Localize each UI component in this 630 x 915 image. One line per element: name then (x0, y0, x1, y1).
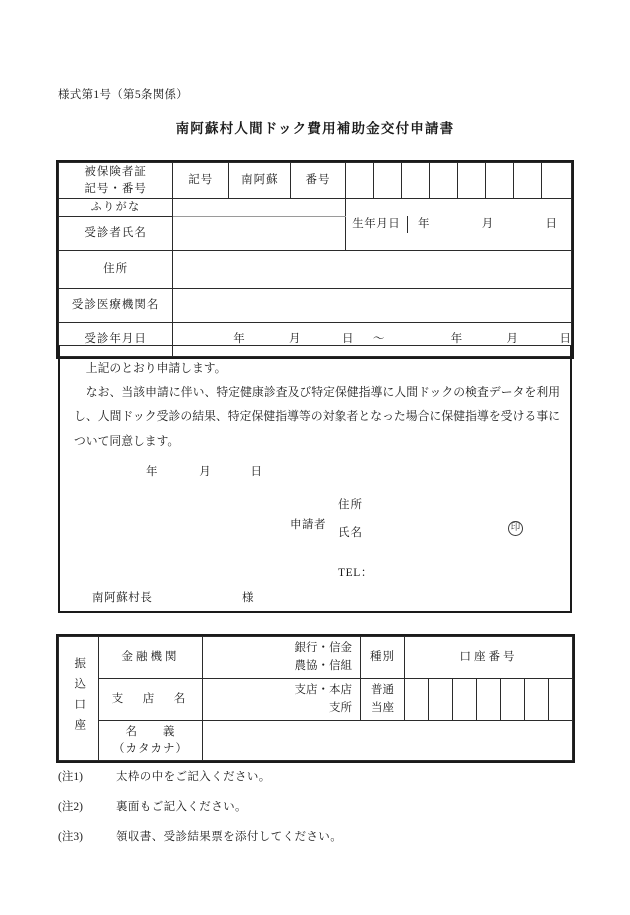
signature-day: 日 (250, 466, 262, 478)
mayor-honorific: 様 (241, 592, 255, 604)
bangou-box[interactable] (457, 163, 485, 199)
account-number-box[interactable] (525, 679, 549, 721)
account-type-futsuu[interactable]: 普通 (371, 684, 394, 697)
birth-month-unit: 月 (481, 218, 494, 231)
table-row (59, 637, 573, 679)
birthdate-input[interactable] (408, 216, 571, 233)
bangou-box[interactable] (429, 163, 457, 199)
bangou-box[interactable] (345, 163, 373, 199)
furigana-input[interactable] (173, 199, 345, 217)
branch-kind-line1: 支店・本店 (294, 684, 352, 697)
account-number-box[interactable] (549, 679, 573, 721)
financial-institution-input[interactable] (203, 637, 361, 679)
holder-label-line1: 名 義 (125, 725, 176, 738)
statement-text (74, 356, 560, 453)
note-number: (注1) (58, 771, 83, 783)
addressee-line (92, 589, 254, 605)
exam-from-day: 日 (341, 333, 354, 346)
statement-line-2: なお、当該申請に伴い、特定健康診査及び特定保健指導に人間ドックの検査データを利用し、人間ドック受診の結果、特定保健指導等の対象者となった場合に保健指導を受ける事について同意します。 (74, 385, 560, 448)
insurance-label-line2: 記号・番号 (84, 182, 147, 195)
bangou-box[interactable] (373, 163, 401, 199)
signature-year: 年 (146, 466, 158, 478)
institution-kind-line2: 農協・信組 (294, 659, 352, 672)
applicant-info-table (58, 162, 572, 357)
bangou-label: 番号 (291, 163, 345, 199)
insurance-number-label (59, 163, 173, 199)
statement-block (58, 345, 572, 613)
note-text: 領収書、受診結果票を添付してください。 (116, 831, 343, 843)
account-type-options[interactable] (361, 679, 405, 721)
account-number-box[interactable] (501, 679, 525, 721)
kigou-value: 南阿蘇 (229, 163, 291, 199)
seal-stamp-icon: 印 (508, 521, 523, 536)
transfer-account-vertical-label: 振込口座 (59, 637, 99, 761)
examinee-name-label: 受診者氏名 (59, 217, 173, 251)
applicant-name-label: 氏名 (338, 527, 363, 539)
examinee-name-input[interactable] (173, 217, 345, 251)
account-number-box[interactable] (429, 679, 453, 721)
note-number: (注2) (58, 801, 83, 813)
birthdate-label: 生年月日 (346, 216, 408, 233)
table-row (59, 199, 572, 217)
institution-label: 受診医療機関名 (59, 289, 173, 323)
exam-from-year: 年 (233, 333, 245, 346)
exam-to-month: 月 (506, 333, 518, 346)
table-row (59, 289, 572, 323)
bangou-box[interactable] (513, 163, 541, 199)
mayor-label: 南阿蘇村長 (92, 592, 153, 604)
bangou-box[interactable] (401, 163, 429, 199)
account-number-box[interactable] (453, 679, 477, 721)
list-item (58, 798, 578, 814)
list-item (58, 768, 578, 784)
financial-institution-label: 金融機関 (99, 637, 203, 679)
birth-day-unit: 日 (545, 218, 557, 231)
address-input[interactable] (173, 251, 572, 289)
furigana-label: ふりがな (59, 199, 173, 217)
bangou-box[interactable] (541, 163, 571, 199)
exam-date-label: 受診年月日 (59, 323, 173, 357)
account-holder-input[interactable] (203, 721, 573, 761)
document-title: 南阿蘇村人間ドック費用補助金交付申請書 (175, 121, 455, 136)
account-type-touza[interactable]: 当座 (371, 701, 394, 714)
insurance-label-line1: 被保険者証 (84, 165, 147, 178)
telephone-label: TEL： (338, 567, 373, 579)
account-type-label: 種別 (361, 637, 405, 679)
note-text: 裏面もご記入ください。 (116, 801, 247, 813)
institution-input[interactable] (173, 289, 572, 323)
applicant-label: 申請者 (290, 519, 326, 531)
birth-year-unit: 年 (418, 218, 430, 231)
applicant-address-label: 住所 (338, 499, 363, 511)
signature-month: 月 (199, 466, 211, 478)
table-row (59, 721, 573, 761)
table-row (59, 163, 572, 199)
signature-date[interactable] (146, 463, 262, 479)
kigou-label: 記号 (173, 163, 229, 199)
branch-kind-line2: 支所 (329, 701, 352, 714)
branch-name-label: 支 店 名 (99, 679, 203, 721)
institution-kind-line1: 銀行・信金 (294, 642, 352, 655)
table-row (59, 251, 572, 289)
branch-name-input[interactable] (203, 679, 361, 721)
exam-to-year: 年 (450, 333, 463, 346)
exam-from-month: 月 (288, 333, 301, 346)
note-number: (注3) (58, 831, 83, 843)
account-number-label: 口座番号 (405, 637, 573, 679)
exam-date-range-separator: ～ (372, 333, 385, 346)
statement-line-1: 上記のとおり申請します。 (85, 361, 227, 375)
notes-list (58, 768, 578, 844)
exam-to-day: 日 (559, 333, 571, 346)
table-row (59, 679, 573, 721)
account-number-box[interactable] (405, 679, 429, 721)
address-label: 住所 (59, 251, 173, 289)
account-holder-label (99, 721, 203, 761)
bank-account-table (58, 636, 573, 761)
account-number-box[interactable] (477, 679, 501, 721)
bangou-box[interactable] (485, 163, 513, 199)
birthdate-cell (345, 199, 571, 251)
note-text: 太枠の中をご記入ください。 (116, 771, 271, 783)
holder-label-line2: （カタカナ） (113, 742, 188, 755)
list-item (58, 828, 578, 844)
form-number: 様式第1号（第5条関係） (58, 89, 189, 101)
